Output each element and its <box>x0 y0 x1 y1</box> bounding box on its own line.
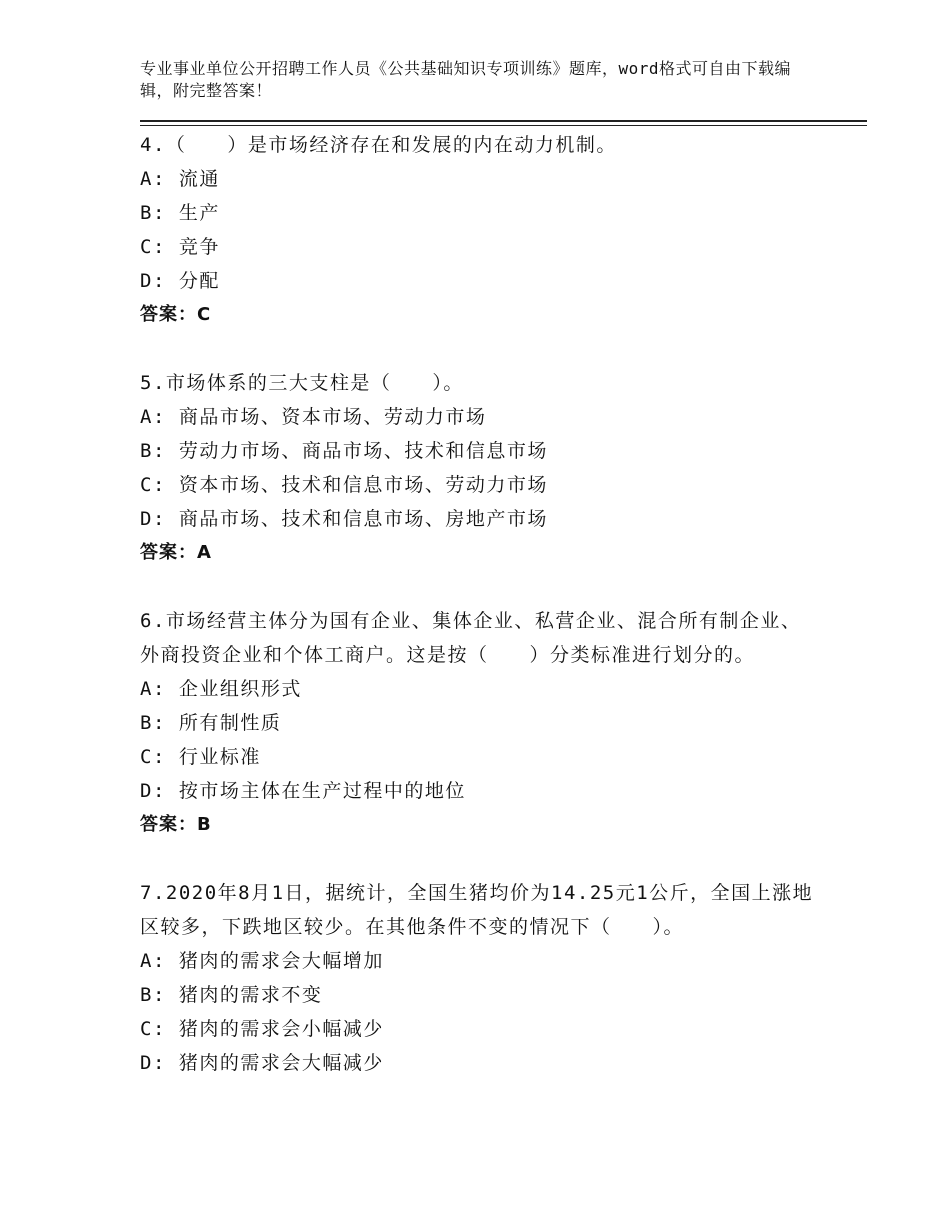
question-list <box>140 128 820 1114</box>
option-a: A: 流通 <box>140 168 220 190</box>
option-b: B: 所有制性质 <box>140 712 282 734</box>
question-4 <box>140 128 820 332</box>
question-stem: 6.市场经营主体分为国有企业、集体企业、私营企业、混合所有制企业、外商投资企业和个体工商户。这是按（ ）分类标准进行划分的。 <box>140 610 802 666</box>
answer: 答案：B <box>140 814 212 835</box>
option-a: A: 商品市场、资本市场、劳动力市场 <box>140 406 487 428</box>
question-stem: 7.2020年8月1日，据统计，全国生猪均价为14.25元1公斤，全国上涨地区较多，下跌地区较少。在其他条件不变的情况下（ ）。 <box>140 882 814 938</box>
question-6 <box>140 604 820 842</box>
option-b: B: 生产 <box>140 202 220 224</box>
option-a: A: 企业组织形式 <box>140 678 302 700</box>
option-a: A: 猪肉的需求会大幅增加 <box>140 950 384 972</box>
option-c: C: 竞争 <box>140 236 220 258</box>
option-b: B: 猪肉的需求不变 <box>140 984 323 1006</box>
answer: 答案：A <box>140 542 212 563</box>
option-d: D: 分配 <box>140 270 220 292</box>
header-divider-thin <box>140 125 867 126</box>
option-b: B: 劳动力市场、商品市场、技术和信息市场 <box>140 440 548 462</box>
option-d: D: 按市场主体在生产过程中的地位 <box>140 780 466 802</box>
question-stem: 4.（ ）是市场经济存在和发展的内在动力机制。 <box>140 134 617 156</box>
option-c: C: 行业标准 <box>140 746 261 768</box>
answer: 答案：C <box>140 304 212 325</box>
question-stem: 5.市场体系的三大支柱是（ ）。 <box>140 372 464 394</box>
option-d: D: 商品市场、技术和信息市场、房地产市场 <box>140 508 548 530</box>
question-7 <box>140 876 820 1080</box>
document-header: 专业事业单位公开招聘工作人员《公共基础知识专项训练》题库，word格式可自由下载编辑，附完整答案！ <box>140 59 792 100</box>
option-c: C: 资本市场、技术和信息市场、劳动力市场 <box>140 474 548 496</box>
option-d: D: 猪肉的需求会大幅减少 <box>140 1052 384 1074</box>
question-5 <box>140 366 820 570</box>
option-c: C: 猪肉的需求会小幅减少 <box>140 1018 384 1040</box>
header-divider-thick <box>140 120 867 122</box>
